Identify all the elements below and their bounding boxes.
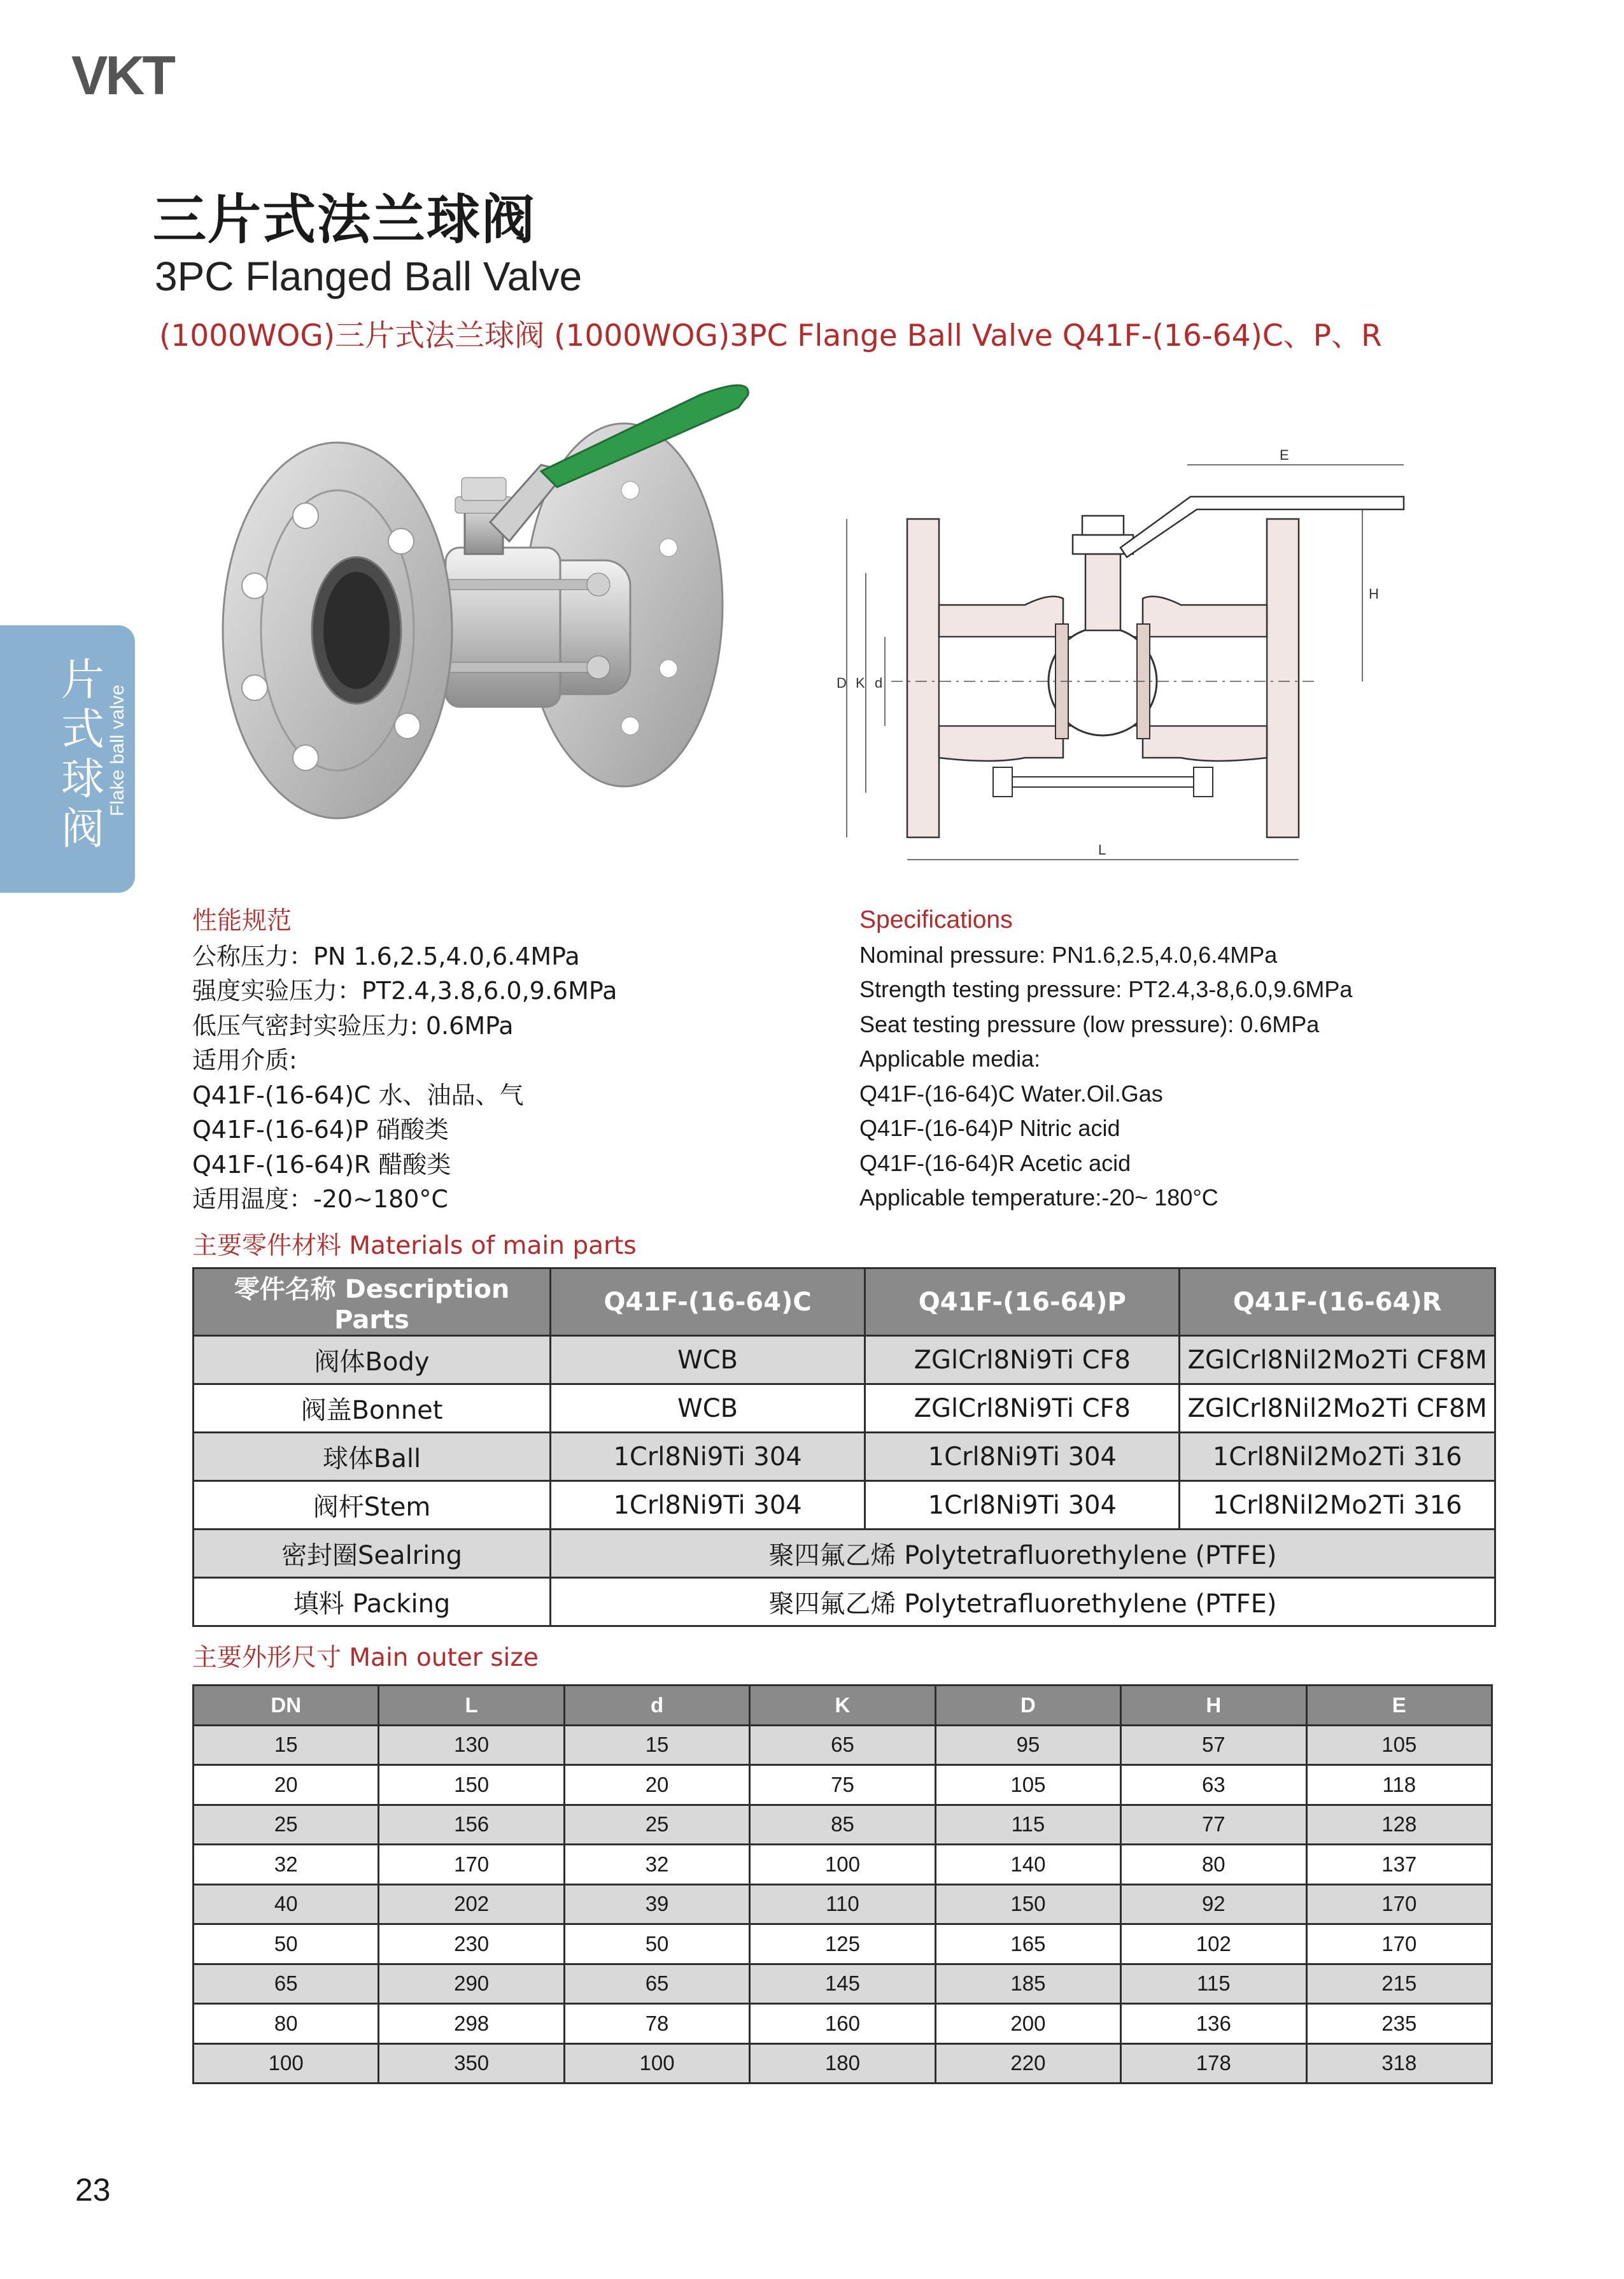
cell: 78 [564, 2004, 749, 2044]
spec-line: Q41F-(16-64)P Nitric acid [859, 1115, 1120, 1141]
dim-label-d-outer: D [837, 675, 847, 691]
header-cell: Q41F-(16-64)P [865, 1268, 1180, 1336]
table-header-row [194, 1268, 1495, 1336]
cell: 110 [750, 1884, 935, 1924]
spec-line: 适用温度：-20~180°C [192, 1185, 448, 1213]
part-cell: 密封圈Sealring [194, 1530, 551, 1578]
cell: 25 [564, 1805, 749, 1845]
cell: 63 [1121, 1765, 1306, 1805]
cell: 100 [564, 2043, 749, 2084]
spec-line: Seat testing pressure (low pressure): 0.6MPa [859, 1011, 1320, 1037]
cell: 1Crl8Ni9Ti 304 [551, 1481, 865, 1530]
merged-cell: 聚四氟乙烯 Polytetrafluorethylene (PTFE) [551, 1578, 1495, 1626]
cell: 57 [1121, 1725, 1306, 1765]
cell: 15 [194, 1725, 379, 1765]
table-row [194, 2043, 1492, 2084]
table-row [194, 1805, 1492, 1845]
table-row [194, 1964, 1492, 2004]
cell: 125 [750, 1924, 935, 1964]
cell: 230 [379, 1924, 564, 1964]
cell: 80 [1121, 1845, 1306, 1885]
header-cell: Q41F-(16-64)R [1180, 1268, 1495, 1336]
cell: 65 [750, 1725, 935, 1765]
cell: 40 [194, 1884, 379, 1924]
part-cell: 阀体Body [194, 1336, 551, 1384]
cell: ZGlCrl8Nil2Mo2Ti CF8M [1180, 1384, 1495, 1433]
cell: 1Crl8Ni9Ti 304 [551, 1433, 865, 1481]
spec-heading-en: Specifications [859, 906, 1013, 934]
table-row [194, 2004, 1492, 2044]
cell: 1Crl8Nil2Mo2Ti 316 [1180, 1481, 1495, 1530]
dim-label-e: E [1280, 447, 1289, 463]
table-row [194, 1384, 1495, 1433]
dim-label-k: K [856, 675, 865, 691]
cell: 235 [1306, 2004, 1492, 2044]
cell: 115 [935, 1805, 1120, 1845]
cell: 145 [750, 1964, 935, 2004]
cell: 118 [1306, 1765, 1492, 1805]
merged-cell: 聚四氟乙烯 Polytetrafluorethylene (PTFE) [551, 1530, 1495, 1578]
cell: 137 [1306, 1845, 1492, 1885]
spec-line: Q41F-(16-64)R 醋酸类 [192, 1150, 451, 1179]
cell: 178 [1121, 2043, 1306, 2084]
logo-text: VKT [71, 50, 173, 102]
spec-line: 适用介质: [192, 1046, 297, 1074]
cell: 128 [1306, 1805, 1492, 1845]
part-cell: 阀盖Bonnet [194, 1384, 551, 1433]
materials-title: 主要零件材料 Materials of main parts [192, 1232, 637, 1260]
part-cell: 阀杆Stem [194, 1481, 551, 1530]
spec-heading-cn: 性能规范 [192, 907, 292, 935]
cell: 25 [194, 1805, 379, 1845]
spec-line: Strength testing pressure: PT2.4,3-8,6.0,9.6MPa [859, 976, 1353, 1002]
table-row [194, 1530, 1495, 1578]
cell: 20 [194, 1765, 379, 1805]
dimensions-table [192, 1684, 1493, 2084]
cell: 105 [935, 1765, 1120, 1805]
cell: 156 [379, 1805, 564, 1845]
spec-line: Applicable media: [859, 1046, 1041, 1072]
cell: 20 [564, 1765, 749, 1805]
vkt-logo [71, 50, 186, 102]
table-row [194, 1578, 1495, 1626]
cell: 1Crl8Ni9Ti 304 [865, 1433, 1180, 1481]
cell: 105 [1306, 1725, 1492, 1765]
cell: WCB [551, 1384, 865, 1433]
cell: 170 [379, 1845, 564, 1885]
table-row [194, 1725, 1492, 1765]
spec-line: Applicable temperature:-20~ 180°C [859, 1184, 1218, 1210]
cell: 350 [379, 2043, 564, 2084]
specifications-cn [192, 904, 617, 1217]
header-cell: 零件名称 Description Parts [194, 1268, 551, 1336]
cell: 1Crl8Nil2Mo2Ti 316 [1180, 1433, 1495, 1481]
spec-line: Q41F-(16-64)R Acetic acid [859, 1149, 1131, 1176]
cell: 39 [564, 1884, 749, 1924]
cell: 140 [935, 1845, 1120, 1885]
cell: 202 [379, 1884, 564, 1924]
spec-line: Q41F-(16-64)C 水、油品、气 [192, 1081, 524, 1109]
header-cell: L [379, 1686, 564, 1726]
cell: 15 [564, 1725, 749, 1765]
header-cell: DN [194, 1686, 379, 1726]
header-cell: K [750, 1686, 935, 1726]
table-header-row [194, 1686, 1492, 1726]
valve-photo [210, 369, 764, 828]
table-row [194, 1481, 1495, 1530]
page-number: 23 [75, 2172, 111, 2208]
part-cell: 填料 Packing [194, 1578, 551, 1626]
cell: 215 [1306, 1964, 1492, 2004]
cell: WCB [551, 1336, 865, 1384]
cell: 185 [935, 1964, 1120, 2004]
spec-line: Nominal pressure: PN1.6,2.5,4.0,6.4MPa [859, 941, 1278, 968]
cell: 65 [194, 1964, 379, 2004]
header-cell: H [1121, 1686, 1306, 1726]
table-row [194, 1765, 1492, 1805]
spec-line: 低压气密封实验压力: 0.6MPa [192, 1011, 514, 1040]
cell: 50 [194, 1924, 379, 1964]
cell: 165 [935, 1924, 1120, 1964]
cell: 180 [750, 2043, 935, 2084]
cell: ZGlCrl8Ni9Ti CF8 [865, 1336, 1180, 1384]
header-cell: D [935, 1686, 1120, 1726]
table-row [194, 1924, 1492, 1964]
table-row [194, 1884, 1492, 1924]
cell: 170 [1306, 1884, 1492, 1924]
cell: ZGlCrl8Nil2Mo2Ti CF8M [1180, 1336, 1495, 1384]
cell: 50 [564, 1924, 749, 1964]
cell: 298 [379, 2004, 564, 2044]
spec-line: 公称压力：PN 1.6,2.5,4.0,6.4MPa [192, 942, 580, 970]
cell: 1Crl8Ni9Ti 304 [865, 1481, 1180, 1530]
cell: 92 [1121, 1884, 1306, 1924]
cell: 80 [194, 2004, 379, 2044]
cell: ZGlCrl8Ni9Ti CF8 [865, 1384, 1180, 1433]
cell: 102 [1121, 1924, 1306, 1964]
side-category-tab [0, 625, 135, 893]
cell: 290 [379, 1964, 564, 2004]
table-row [194, 1845, 1492, 1885]
spec-line: Q41F-(16-64)P 硝酸类 [192, 1116, 449, 1144]
cell: 65 [564, 1964, 749, 2004]
cell: 170 [1306, 1924, 1492, 1964]
header-cell: E [1306, 1686, 1492, 1726]
cell: 220 [935, 2043, 1120, 2084]
cell: 150 [379, 1765, 564, 1805]
header-cell: d [564, 1686, 749, 1726]
header-cell: Q41F-(16-64)C [551, 1268, 865, 1336]
table-row [194, 1433, 1495, 1481]
product-subtitle: (1000WOG)三片式法兰球阀 (1000WOG)3PC Flange Ball Valve Q41F-(16-64)C、P、R [159, 318, 1382, 353]
cell: 150 [935, 1884, 1120, 1924]
dimensions-title: 主要外形尺寸 Main outer size [192, 1644, 539, 1672]
side-tab-label-en: Flake ball valve [107, 685, 128, 816]
cell: 85 [750, 1805, 935, 1845]
dim-label-d-inner: d [875, 675, 883, 691]
cell: 95 [935, 1725, 1120, 1765]
cell: 100 [194, 2043, 379, 2084]
cell: 115 [1121, 1964, 1306, 2004]
cell: 136 [1121, 2004, 1306, 2044]
page-title-en: 3PC Flanged Ball Valve [155, 253, 583, 299]
dim-label-l: L [1098, 842, 1106, 858]
table-row [194, 1336, 1495, 1384]
spec-line: Q41F-(16-64)C Water.Oil.Gas [859, 1080, 1163, 1107]
cell: 318 [1306, 2043, 1492, 2084]
cell: 130 [379, 1725, 564, 1765]
specifications-en [859, 903, 1352, 1216]
cell: 200 [935, 2004, 1120, 2044]
spec-line: 强度实验压力：PT2.4,3.8,6.0,9.6MPa [192, 977, 618, 1005]
page-title-cn: 三片式法兰球阀 [153, 188, 537, 251]
cell: 77 [1121, 1805, 1306, 1845]
side-tab-label-cn: 片式球阀 [60, 655, 104, 855]
cell: 75 [750, 1765, 935, 1805]
cell: 100 [750, 1845, 935, 1885]
cell: 32 [194, 1845, 379, 1885]
cell: 160 [750, 2004, 935, 2044]
cell: 32 [564, 1845, 749, 1885]
valve-cross-section-drawing [834, 446, 1432, 879]
materials-table [192, 1267, 1496, 1627]
part-cell: 球体Ball [194, 1433, 551, 1481]
dim-label-h: H [1369, 586, 1379, 602]
